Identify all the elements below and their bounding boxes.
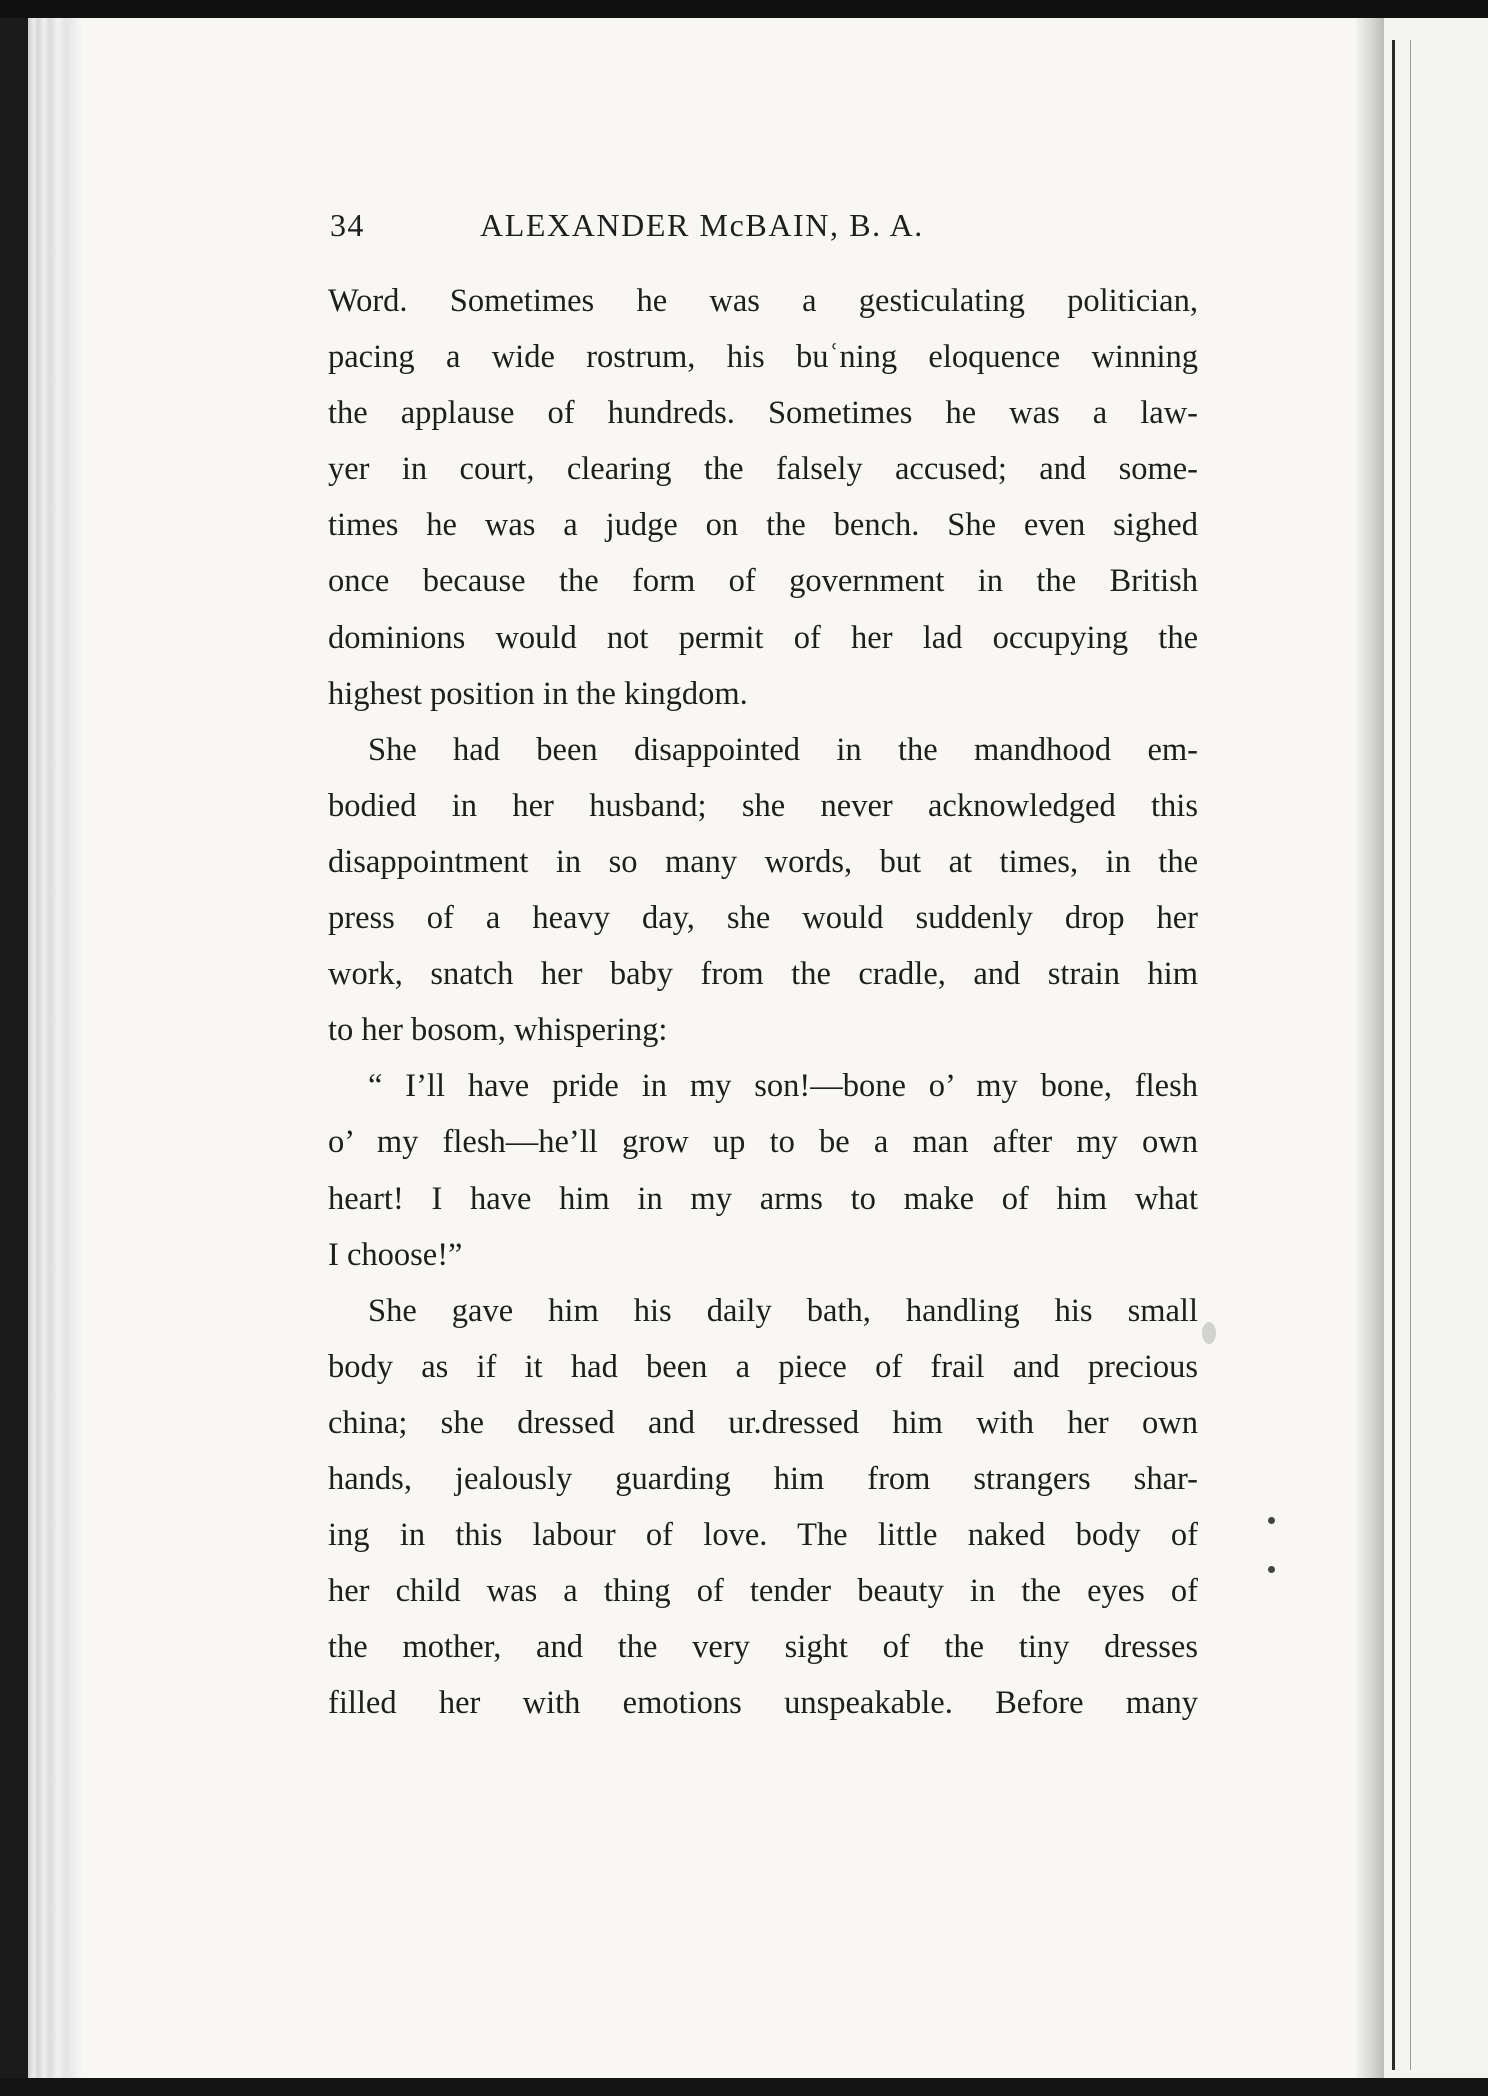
- text-line: times he was a judge on the bench. She even sighed: [328, 507, 1198, 544]
- text-line: yer in court, clearing the falsely accused; and some-: [328, 451, 1198, 488]
- text-line: heart! I have him in my arms to make of him what: [328, 1180, 1198, 1217]
- page-stack-edges: [28, 18, 82, 2078]
- text-line: Word. Sometimes he was a gesticulating politician,: [328, 283, 1198, 319]
- text-line: body as if it had been a piece of frail and precious: [328, 1348, 1198, 1385]
- page-text: [328, 205, 1198, 1731]
- text-line: pacing a wide rostrum, his buʿning eloquence winning: [328, 339, 1198, 376]
- page-number: 34: [330, 207, 365, 243]
- text-line: filled her with emotions unspeakable. Before many: [328, 1685, 1198, 1722]
- text-line: I choose!”: [328, 1236, 463, 1273]
- running-head: [328, 205, 1198, 251]
- text-line: o’ my flesh—he’ll grow up to be a man after my own: [328, 1124, 1198, 1161]
- text-line: highest position in the kingdom.: [328, 675, 748, 712]
- text-line: the mother, and the very sight of the tiny dresses: [328, 1629, 1198, 1666]
- text-line: the applause of hundreds. Sometimes he was a law-: [328, 395, 1198, 432]
- text-line: “ I’ll have pride in my son!—bone o’ my bone, flesh: [368, 1068, 1198, 1105]
- scan-bottom-border: [0, 2078, 1488, 2096]
- text-line: hands, jealously guarding him from strangers shar-: [328, 1460, 1198, 1497]
- text-line: china; she dressed and ur.dressed him with her own: [328, 1404, 1198, 1441]
- text-line: work, snatch her baby from the cradle, and strain him: [328, 956, 1198, 993]
- text-line: bodied in her husband; she never acknowledged this: [328, 787, 1198, 824]
- text-line: disappointment in so many words, but at times, in the: [328, 843, 1198, 880]
- text-line: She had been disappointed in the mandhood em-: [368, 731, 1198, 768]
- gutter-shadow: [1356, 18, 1384, 2078]
- text-line: to her bosom, whispering:: [328, 1012, 668, 1049]
- facing-page-edge: [1384, 18, 1488, 2078]
- text-line: She gave him his daily bath, handling his small: [368, 1292, 1198, 1329]
- scan-top-border: [0, 0, 1488, 18]
- text-line: her child was a thing of tender beauty in the eyes of: [328, 1573, 1198, 1610]
- text-line: once because the form of government in the British: [328, 563, 1198, 600]
- ink-speck: [1268, 1566, 1275, 1573]
- running-title: ALEXANDER McBAIN, B. A.: [480, 207, 924, 243]
- facing-page-rule-thin: [1410, 40, 1411, 2070]
- body-text: [328, 273, 1198, 1731]
- text-line: ing in this labour of love. The little naked body of: [328, 1517, 1198, 1554]
- text-line: press of a heavy day, she would suddenly drop her: [328, 900, 1198, 937]
- page-smudge: [1202, 1322, 1216, 1344]
- ink-speck: [1268, 1517, 1275, 1524]
- facing-page-rule: [1392, 40, 1395, 2070]
- text-line: dominions would not permit of her lad occupying the: [328, 619, 1198, 656]
